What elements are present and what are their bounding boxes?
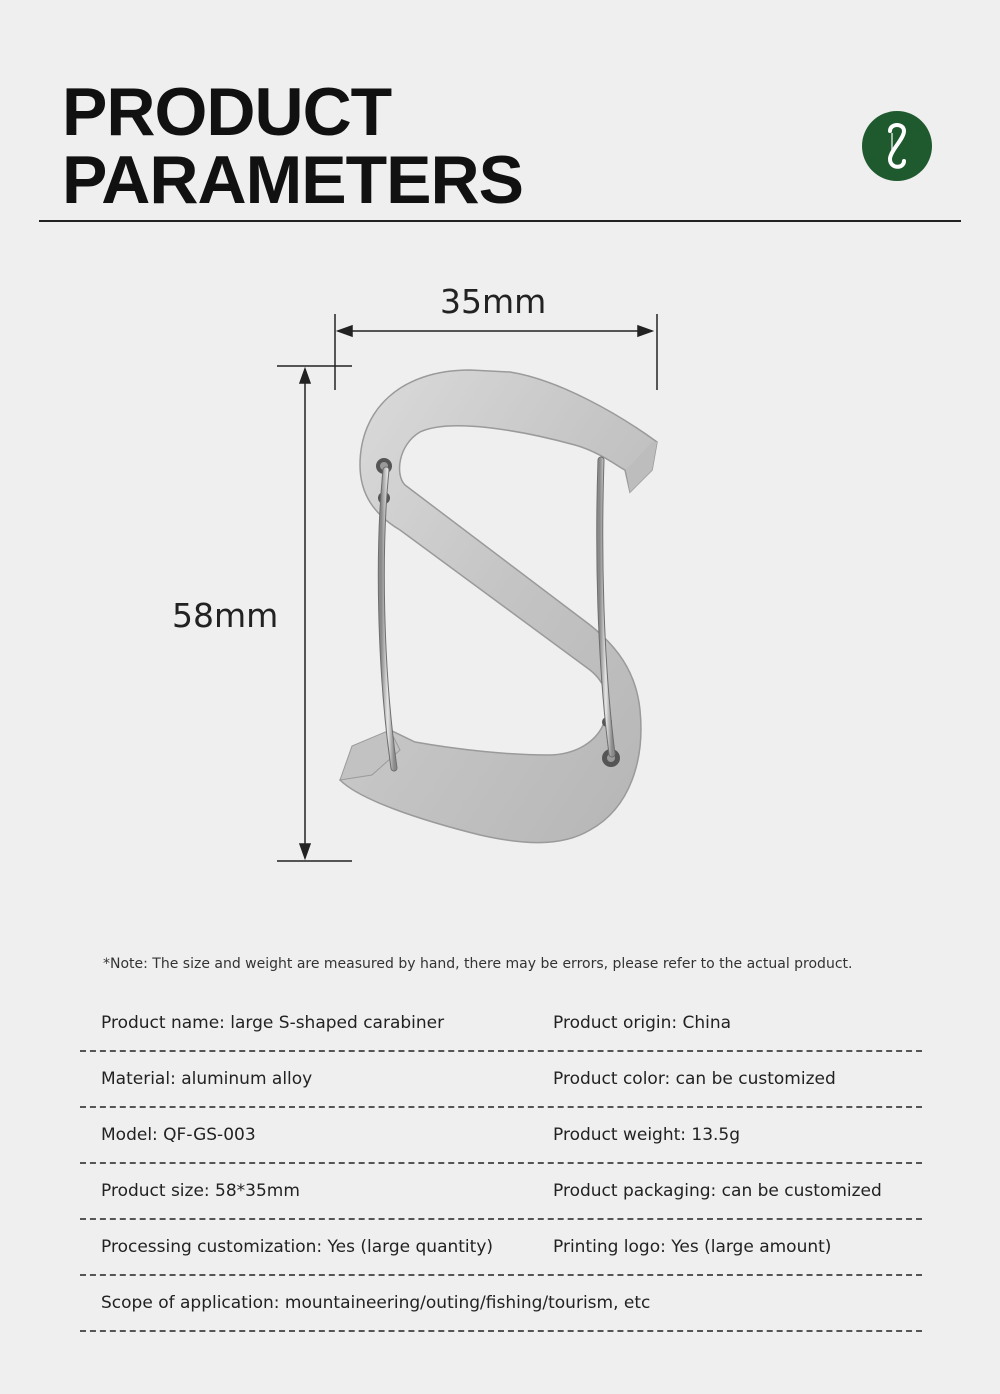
spec-product-size: Product size: 58*35mm [101,1181,300,1201]
spec-scope-of-application: Scope of application: mountaineering/outing/fishing/tourism, etc [101,1293,651,1313]
spec-model: Model: QF-GS-003 [101,1125,256,1145]
header-divider [39,220,961,222]
product-dimension-figure [0,230,1000,910]
page-title [62,74,523,218]
spec-product-name: Product name: large S-shaped carabiner [101,1013,445,1033]
spec-row [80,1164,922,1220]
page-title-line-1: PRODUCT [62,74,392,150]
spec-printing-logo: Printing logo: Yes (large amount) [553,1237,832,1257]
carabiner-dimension-drawing [0,230,1000,910]
height-dimension-label: 58mm [172,596,279,635]
spec-processing-customization: Processing customization: Yes (large quantity) [101,1237,494,1257]
spec-table [80,996,922,1332]
s-carabiner-logo-icon [862,111,932,181]
spec-product-origin: Product origin: China [553,1013,732,1033]
width-dimension-label: 35mm [440,282,547,321]
spec-row [80,1052,922,1108]
spec-product-weight: Product weight: 13.5g [553,1125,741,1145]
measurement-note: *Note: The size and weight are measured by hand, there may be errors, please refer to the actual product. [103,956,853,972]
spec-row [80,1108,922,1164]
spec-material: Material: aluminum alloy [101,1069,313,1089]
spec-product-packaging: Product packaging: can be customized [553,1181,882,1201]
height-dimension [277,366,352,861]
spec-row [80,996,922,1052]
spec-row [80,1276,922,1332]
spec-product-color: Product color: can be customized [553,1069,836,1089]
s-carabiner-photo [340,370,657,843]
page-title-line-2: PARAMETERS [62,142,523,218]
spec-row [80,1220,922,1276]
